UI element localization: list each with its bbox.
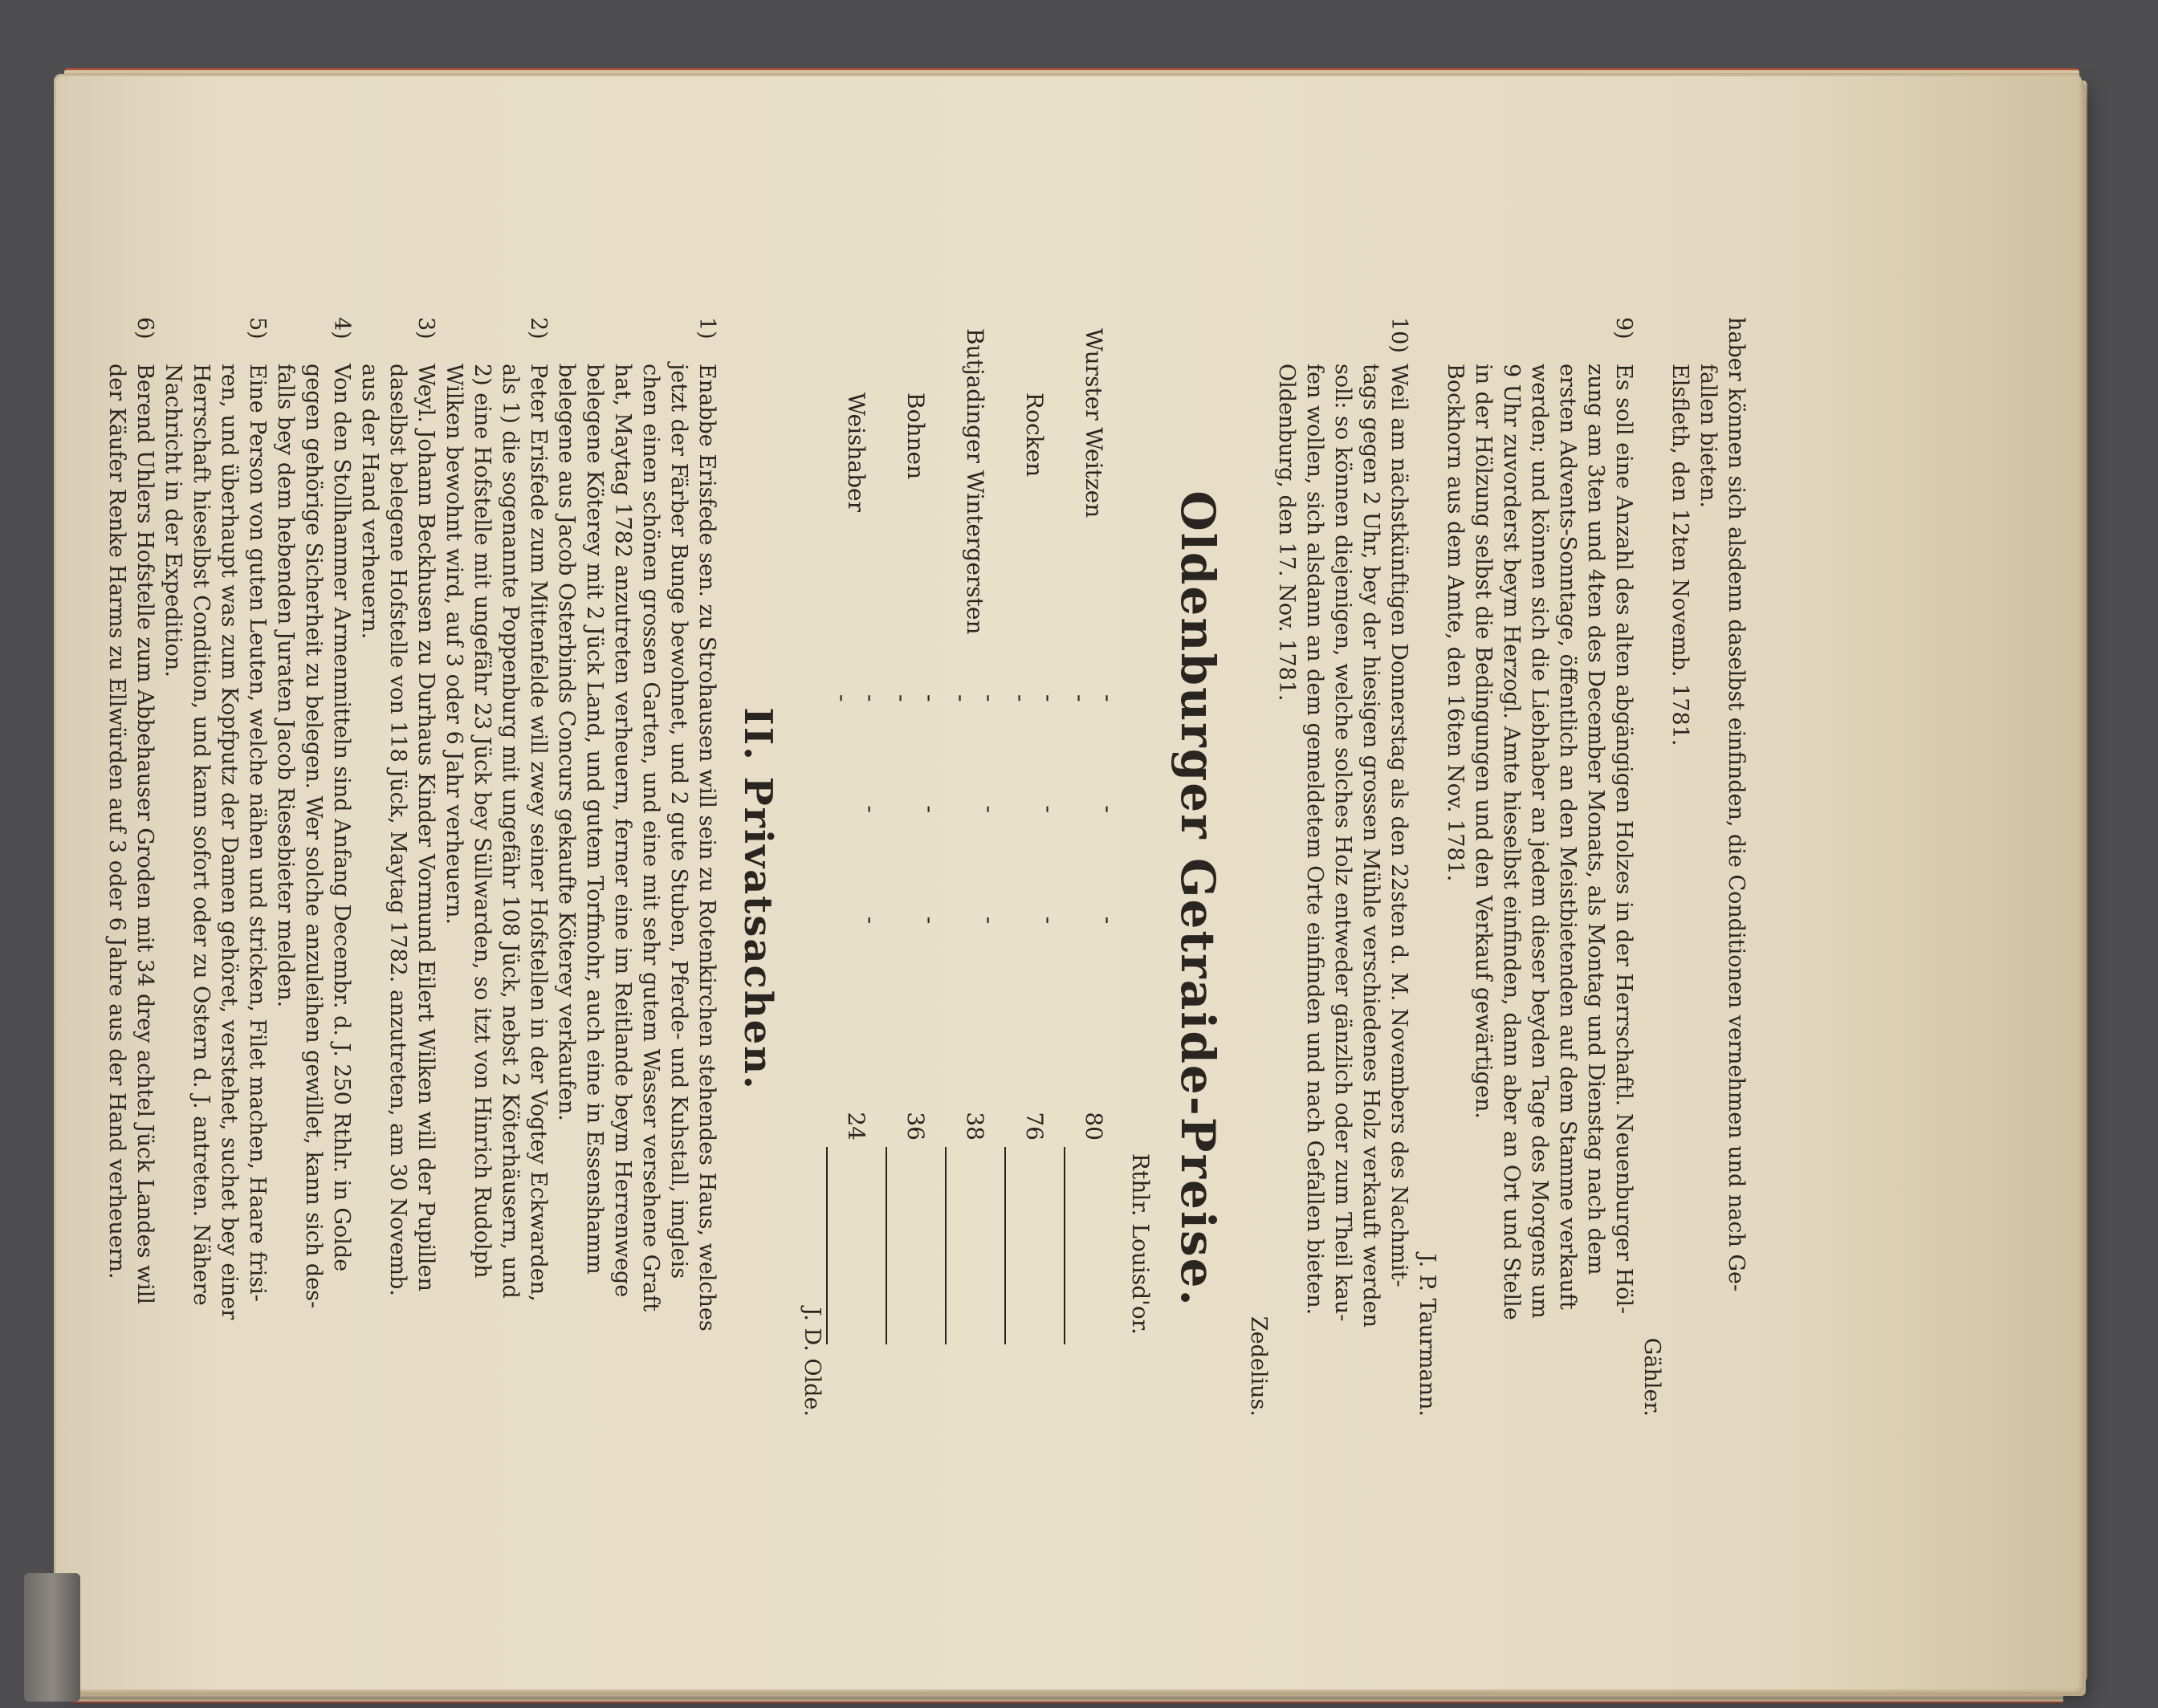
notice-number: 9) [1611,317,1636,340]
item-number: 6) [132,317,157,340]
price-row [886,322,946,1344]
text-line: ren, und überhaupt was zum Kopfputz der Damen gehöret, verstehet, suchet bey einer [217,364,242,1320]
row-dashes: - - - - [889,694,943,973]
text-line: fallen bieten. [1696,364,1720,509]
text-line: daselbst belegene Hofstelle von 118 Jück, Maytag 1782. anzutreten, am 30 Novemb. [385,364,410,1296]
item-number: 5) [245,317,270,340]
notice-signature: Gähler. [1639,1337,1664,1417]
blank-column [827,1147,886,1344]
text-line: Berend Uhlers Hofstelle zum Abbehauser Groden mit 34 drey achtel Jück Landes will [132,364,157,1305]
notice-10 [1244,317,1413,1481]
grain-name: Bohnen [902,392,930,480]
item-number: 3) [413,317,438,340]
text-line: falls bey dem hebenden Juraten Jacob Riesebieter melden. [273,364,298,1008]
notice-9 [1413,317,1638,1481]
grain-name: Butjadinger Wintergersten [962,328,989,635]
text-line: hat, Maytag 1782 anzutreten verheuern, ferner eine im Reitlande beym Herrenwege [610,364,635,1298]
price-row [1065,322,1124,1344]
text-line: Es soll eine Anzahl des alten abgängigen Holzes in der Herrschaftl. Neuenburger Höl- [1611,364,1636,1315]
text-line: haber können sich alsdenn daselbst einfinden, die Conditionen vernehmen und nach Ge- [1724,317,1749,1292]
price-table [826,322,1158,1344]
private-item-6 [103,317,159,1481]
grain-name: Rocken [1021,392,1048,478]
grain-price: 24 [843,1112,870,1141]
row-dashes: - - - - [948,694,1003,973]
text-line: Weyl. Johann Beckhusen zu Durhaus Kinder Vormund Eilert Wilken will der Pupillen [413,364,438,1291]
row-dashes: - - - - [829,694,884,973]
text-line: zung am 3ten und 4ten des December Monats, als Montag und Dienstag nach dem [1583,364,1608,1275]
blank-column [1005,1147,1065,1344]
price-row [946,322,1005,1344]
grain-price: 76 [1021,1112,1048,1141]
text-line: Herrschaft hieselbst Condition, und kann sofort oder zu Ostern d. J. antreten. Nähere [189,364,214,1306]
private-item-4 [271,317,356,1481]
text-line: belegene Köterey mit 2 Jück Land, und gutem Torfmohr, auch eine in Essenshamm [582,364,607,1275]
row-dashes: - - - - [1008,694,1062,973]
text-line: Nachricht in der Expedition. [161,364,185,677]
item-number: 4) [329,317,354,340]
text-line: jetzt der Färber Bunge bewohnet, und 2 gute Stuben, Pferde- und Kuhstall, imgleis [666,364,691,1279]
grain-name: Wurster Weitzen [1081,328,1108,518]
prices-title: Oldenburger Getraide-Preise. [1171,490,1225,1307]
text-line: Peter Erisfede zum Mittenfelde will zwey seiner Hofstellen in der Vogtey Eckwarden, [526,364,551,1302]
text-line: tags gegen 2 Uhr, bey der hiesigen grossen Mühle verschiedenes Holz verkauft werden [1358,364,1383,1328]
notice-date: Elsfleth, den 12ten Novemb. 1781. [1667,364,1692,746]
text-line: Von den Stollhammer Armenmitteln sind Anfang Decembr. d. J. 250 Rthlr. in Golde [329,364,354,1272]
text-line: in der Hölzung selbst die Bedingungen und den Verkauf gewärtigen. [1471,364,1496,1119]
rotated-text-block [104,317,1750,1481]
price-row [827,322,886,1344]
grain-price: 36 [902,1112,930,1141]
private-item-5 [159,317,271,1481]
text-line: Wilken bewohnt wird, auf 3 oder 6 Jahr verheuern. [442,364,466,925]
blank-column [946,1147,1005,1344]
section-heading: II. Privatsachen. [735,707,780,1091]
blank-column [886,1147,946,1344]
row-dashes: - - - - [1067,694,1122,973]
text-line: werden; und können sich die Liebhaber an jedem dieser beyden Tage des Morgens um [1527,364,1552,1319]
text-line: Enabbe Erisfede sen. zu Strohausen will sein zu Rotenkirchen stehendes Haus, welches [694,364,719,1332]
book-spine [24,1573,80,1702]
grain-price: 80 [1081,1112,1108,1141]
text-line: chen einen schönen grossen Garten, und eine mit sehr gutem Wasser versehene Graft [638,364,663,1312]
private-item-1 [552,317,721,1481]
text-line: Eine Person von guten Leuten, welche nähen und stricken, Filet machen, Haare frisi- [245,364,270,1302]
grain-name: Weishaber [843,392,870,512]
notice-date: Bockhorn aus dem Amte, den 16ten Nov. 1781. [1443,364,1468,882]
private-item-3 [356,317,440,1481]
text-line: 2) eine Hofstelle mit ungefähr 23 Jück bey Süllwarden, so itzt von Hinrich Rudolph [470,364,495,1279]
text-line: ersten Advents-Sonntage, öffentlich an den Meistbietenden auf dem Stamme verkauft [1555,364,1580,1310]
text-line: aus der Hand verheuern. [357,364,382,640]
prices-signature: J. D. Olde. [800,1307,825,1417]
item-number: 1) [694,317,719,340]
text-line: 9 Uhr zuvorderst beym Herzogl. Amte hieselbst einfinden, dann aber an Ort und Stelle [1499,364,1524,1320]
blank-column [1065,1147,1124,1344]
text-line: Weil am nächstkünftigen Donnerstag als den 22sten d. M. Novembers des Nachmit- [1386,364,1411,1287]
text-line: der Käufer Renke Harms zu Ellwürden auf 3 oder 6 Jahre aus der Hand verheuern. [104,364,129,1279]
item-number: 2) [526,317,551,340]
notice-signature: Zedelius. [1246,1316,1271,1417]
notice-number: 10) [1386,317,1411,353]
notice-date: Oldenburg, den 17. Nov. 1781. [1274,364,1299,702]
price-row [1005,322,1065,1344]
grain-price: 38 [962,1112,989,1141]
price-table-header [1124,322,1158,1344]
notice-signature: J. P. Taurmann. [1415,1253,1439,1417]
text-line: als 1) die sogenannte Poppenburg mit ungefähr 108 Jück, nebst 2 Köterhäusern, und [498,364,523,1299]
text-line: belegene aus Jacob Osterbinds Concurs gekaufte Köterey verkaufen. [554,364,579,1121]
text-line: gegen gehörige Sicherheit zu belegen. Wer solche anzuleihen gewillet, kann sich des- [301,364,326,1309]
text-line: fen wollen, sich alsdann an dem gemeldetem Orte einfinden und nach Gefallen bieten. [1302,364,1327,1316]
currency-header: Rthlr. Louisd'or. [1127,1153,1154,1335]
text-line: soll: so können diejenigen, welche solches Holz entweder gänzlich oder zum Theil kau- [1330,364,1355,1322]
private-item-2 [440,317,552,1481]
